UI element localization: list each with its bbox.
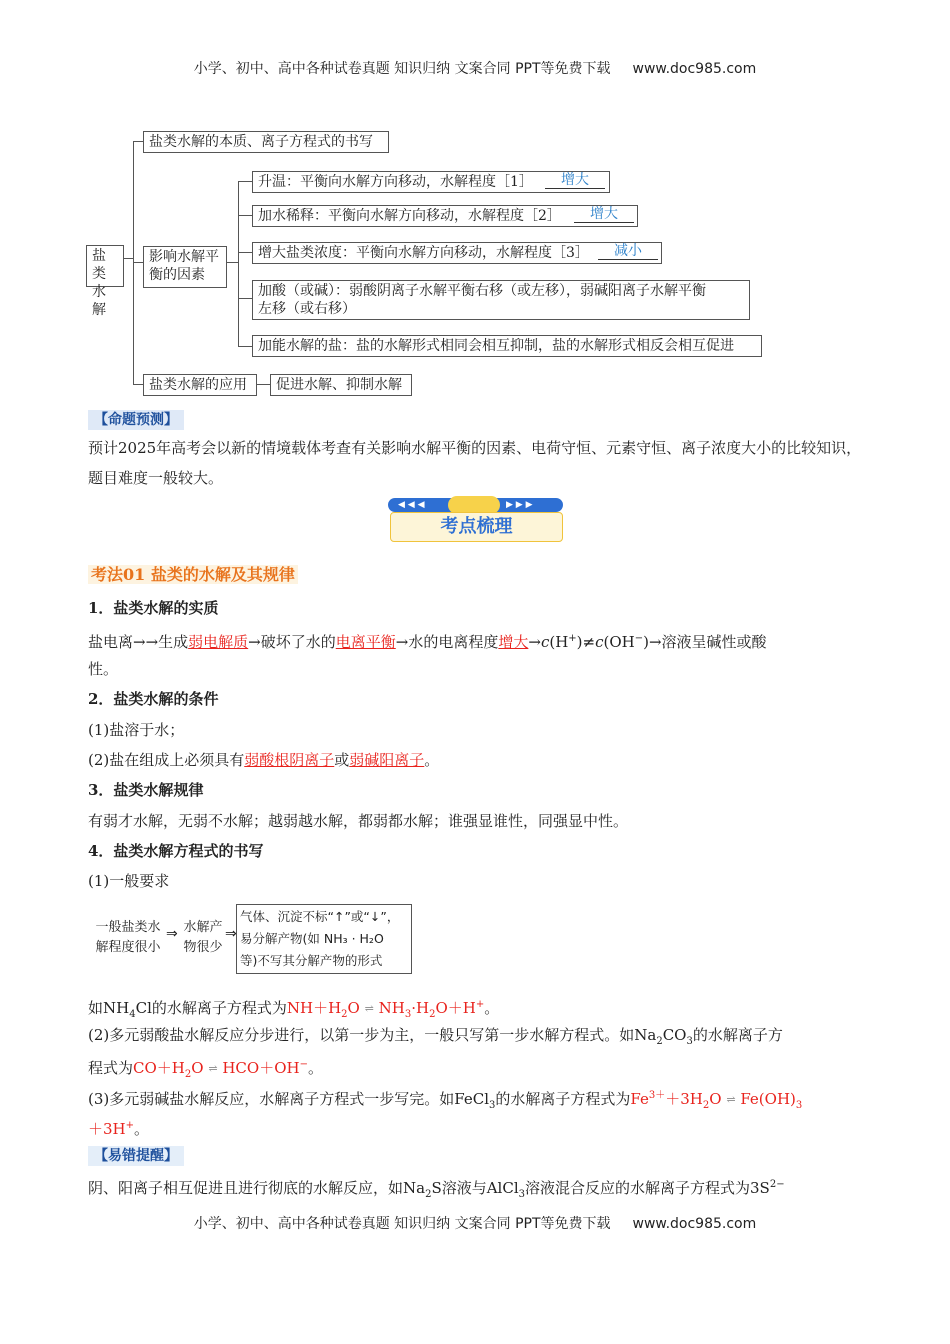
rule-a: 一般盐类水 解程度很小 xyxy=(95,920,161,955)
section-title xyxy=(88,560,863,590)
s2-l1: (1)盐溶于水； xyxy=(88,721,185,739)
rule-c xyxy=(236,904,412,974)
page-footer xyxy=(0,1213,950,1233)
footer-text: 小学、初中、高中各种试卷真题 知识归纳 文案合同 PPT等免费下载 xyxy=(193,1216,611,1232)
tip-e: 溶液混合反应的水解离子方程式为3S xyxy=(525,1179,770,1197)
s2-l2e: 。 xyxy=(424,751,440,769)
p3k: ＋3H xyxy=(88,1120,126,1138)
ex1a: 如NH xyxy=(88,999,130,1017)
tip-f: 2− xyxy=(769,1179,785,1190)
factor-dilution-text: 加水稀释：平衡向水解方向移动，水解程度［2］ xyxy=(258,208,561,224)
answer-1: 增大 xyxy=(545,172,605,189)
s1-f: →水的电离程度 xyxy=(395,633,499,651)
ex1l: + xyxy=(475,999,485,1010)
prediction-tag xyxy=(88,404,863,434)
p2l: 。 xyxy=(307,1059,323,1077)
p3d: Fe xyxy=(630,1090,649,1108)
p2d: 3 xyxy=(686,1036,693,1047)
p2f: 程式为 xyxy=(88,1059,134,1077)
rule-c2: 易分解产物(如 NH₃ · H₂O xyxy=(240,931,384,946)
p2j: HCO＋OH xyxy=(222,1059,300,1077)
section-title-text: 考法01 盐类的水解及其规律 xyxy=(88,565,298,584)
ex1c: Cl的水解离子方程式为 xyxy=(135,999,287,1017)
s1-ion-balance: 电离平衡 xyxy=(335,633,396,651)
p2i: O xyxy=(191,1059,204,1077)
s1-l: )≠ xyxy=(576,633,596,651)
mind-map xyxy=(0,0,950,400)
s3-text: 有弱才水解，无弱不水解；越弱越水解，都弱都水解；谁强显谁性，同强显中性。 xyxy=(88,812,629,830)
tip-b: 2 xyxy=(425,1189,432,1200)
s1-line2: 性。 xyxy=(88,660,119,678)
arrow-icon-2: ⇒ xyxy=(225,926,237,942)
ex1b: 4 xyxy=(129,1009,136,1020)
ex1i: ·H xyxy=(411,999,430,1017)
s1-o: − xyxy=(634,633,644,644)
header-text: 小学、初中、高中各种试卷真题 知识归纳 文案合同 PPT等免费下载 xyxy=(193,61,611,77)
ex1j: 2 xyxy=(429,1009,436,1020)
p3l: + xyxy=(125,1120,135,1131)
branch-essence: 盐类水解的本质、离子方程式的书写 xyxy=(143,131,389,153)
tip-d: 3 xyxy=(518,1189,526,1200)
factor-acid-base: 加酸（或碱）：弱酸阴离子水解平衡右移（或左移），弱碱阳离子水解平衡 左移（或右移） xyxy=(252,280,750,320)
root-node: 盐类 水解 xyxy=(86,245,124,287)
header-url[interactable]: www.doc985.com xyxy=(632,61,757,77)
banner-arrows-left-icon: ◀ ◀ ◀ xyxy=(398,500,425,510)
s2-l2 xyxy=(88,745,863,775)
s1-title: 1．盐类水解的实质 xyxy=(88,599,219,617)
answer-2: 增大 xyxy=(574,206,634,223)
s1-weak-electrolyte: 弱电解质 xyxy=(188,633,249,651)
s1-j: (H xyxy=(549,633,569,651)
s1-n: (OH xyxy=(603,633,635,651)
branch-factors: 影响水解平 衡的因素 xyxy=(143,246,227,288)
ex1g: NH xyxy=(378,999,405,1017)
prediction-tag-label: 【命题预测】 xyxy=(88,410,184,430)
equilibrium-arrow-icon: ⇌ xyxy=(364,1002,374,1015)
tip-text xyxy=(88,1170,863,1210)
footer-url[interactable]: www.doc985.com xyxy=(632,1216,757,1232)
s1-increase: 增大 xyxy=(498,633,529,651)
answer-3: 减小 xyxy=(598,243,658,260)
tip-tag xyxy=(88,1140,863,1170)
p3c: 的水解离子方程式为 xyxy=(495,1090,631,1108)
s4-title: 4．盐类水解方程式的书写 xyxy=(88,842,264,860)
branch-application-child: 促进水解、抑制水解 xyxy=(270,374,412,396)
s2-weak-acid-anion: 弱酸根阴离子 xyxy=(244,751,335,769)
rules-diagram xyxy=(88,902,413,976)
ex1e: 2 xyxy=(341,1009,348,1020)
prediction-text: 预计2025年高考会以新的情境载体考查有关影响水解平衡的因素、电荷守恒、元素守恒、离子浓度大小的比较知识，题目难度一般较大。 xyxy=(88,439,862,487)
s2-l2a: (2)盐在组成上必须具有 xyxy=(88,751,245,769)
rule-c1: 气体、沉淀不标“↑”或“↓”， xyxy=(240,909,400,924)
s1-k: + xyxy=(568,633,577,644)
ex1f: O xyxy=(347,999,360,1017)
ex1k: O＋H xyxy=(435,999,476,1017)
p2c: CO xyxy=(662,1026,687,1044)
arrow-icon: ⇒ xyxy=(166,926,178,942)
p2g: CO＋H xyxy=(133,1059,185,1077)
p3g: 2 xyxy=(702,1100,710,1111)
p3b: 3 xyxy=(489,1100,496,1111)
s1-p: )→溶液呈碱性或酸 xyxy=(643,633,767,651)
s2-l2c: 或 xyxy=(334,751,350,769)
s1-b: →生成 xyxy=(145,633,189,651)
s1-a: 盐电离→ xyxy=(88,633,146,651)
p2e: 的水解离子方 xyxy=(692,1026,783,1044)
p3a: (3)多元弱碱盐水解反应，水解离子方程式一步写完。如FeCl xyxy=(88,1090,489,1108)
tip-tag-label: 【易错提醒】 xyxy=(88,1146,184,1166)
p2h: 2 xyxy=(184,1069,192,1080)
p3f: ＋3H xyxy=(665,1090,703,1108)
p2k: − xyxy=(299,1059,308,1070)
p3i: Fe(OH) xyxy=(740,1090,796,1108)
ex1h: 3 xyxy=(404,1009,412,1020)
rule-c3: 等)不写其分解产物的形式 xyxy=(240,953,383,968)
tip-c: S溶液与AlCl xyxy=(431,1179,519,1197)
banner xyxy=(388,498,563,542)
rule-b: 水解产 物很少 xyxy=(183,920,223,955)
equilibrium-arrow-icon-3: ⇌ xyxy=(726,1093,736,1106)
s1-h: → xyxy=(528,633,541,651)
p3e: 3＋ xyxy=(648,1090,666,1101)
branch-application: 盐类水解的应用 xyxy=(143,374,257,396)
equilibrium-arrow-icon-2: ⇌ xyxy=(208,1062,218,1075)
s3-title: 3．盐类水解规律 xyxy=(88,781,204,799)
ex1m: 。 xyxy=(484,999,500,1017)
s2-title: 2．盐类水解的条件 xyxy=(88,690,219,708)
s2-weak-base-cation: 弱碱阳离子 xyxy=(349,751,425,769)
s1-i: c xyxy=(540,633,550,651)
ex1d: NH＋H xyxy=(286,999,342,1017)
tip-a: 阴、阳离子相互促进且进行彻底的水解反应，如Na xyxy=(88,1179,426,1197)
s4-sub1: (1)一般要求 xyxy=(88,872,170,890)
p2a: (2)多元弱酸盐水解反应分步进行，以第一步为主，一般只写第一步水解方程式。如Na xyxy=(88,1026,657,1044)
s1-line1 xyxy=(88,624,863,657)
p3m: 。 xyxy=(134,1120,150,1138)
banner-arrows-right-icon: ▶ ▶ ▶ xyxy=(506,500,533,510)
p3j: 3 xyxy=(795,1100,803,1111)
p3h: O xyxy=(709,1090,722,1108)
s1-m: c xyxy=(595,633,604,651)
p2b: 2 xyxy=(656,1036,663,1047)
factor-temperature-text: 升温：平衡向水解方向移动，水解程度［1］ xyxy=(258,174,533,190)
banner-title: 考点梳理 xyxy=(390,512,563,542)
factor-concentration-text: 增大盐类浓度：平衡向水解方向移动，水解程度［3］ xyxy=(258,245,589,261)
s1-d: →破坏了水的 xyxy=(248,633,336,651)
factor-salt: 加能水解的盐：盐的水解形式相同会相互抑制，盐的水解形式相反会相互促进 xyxy=(252,335,762,357)
